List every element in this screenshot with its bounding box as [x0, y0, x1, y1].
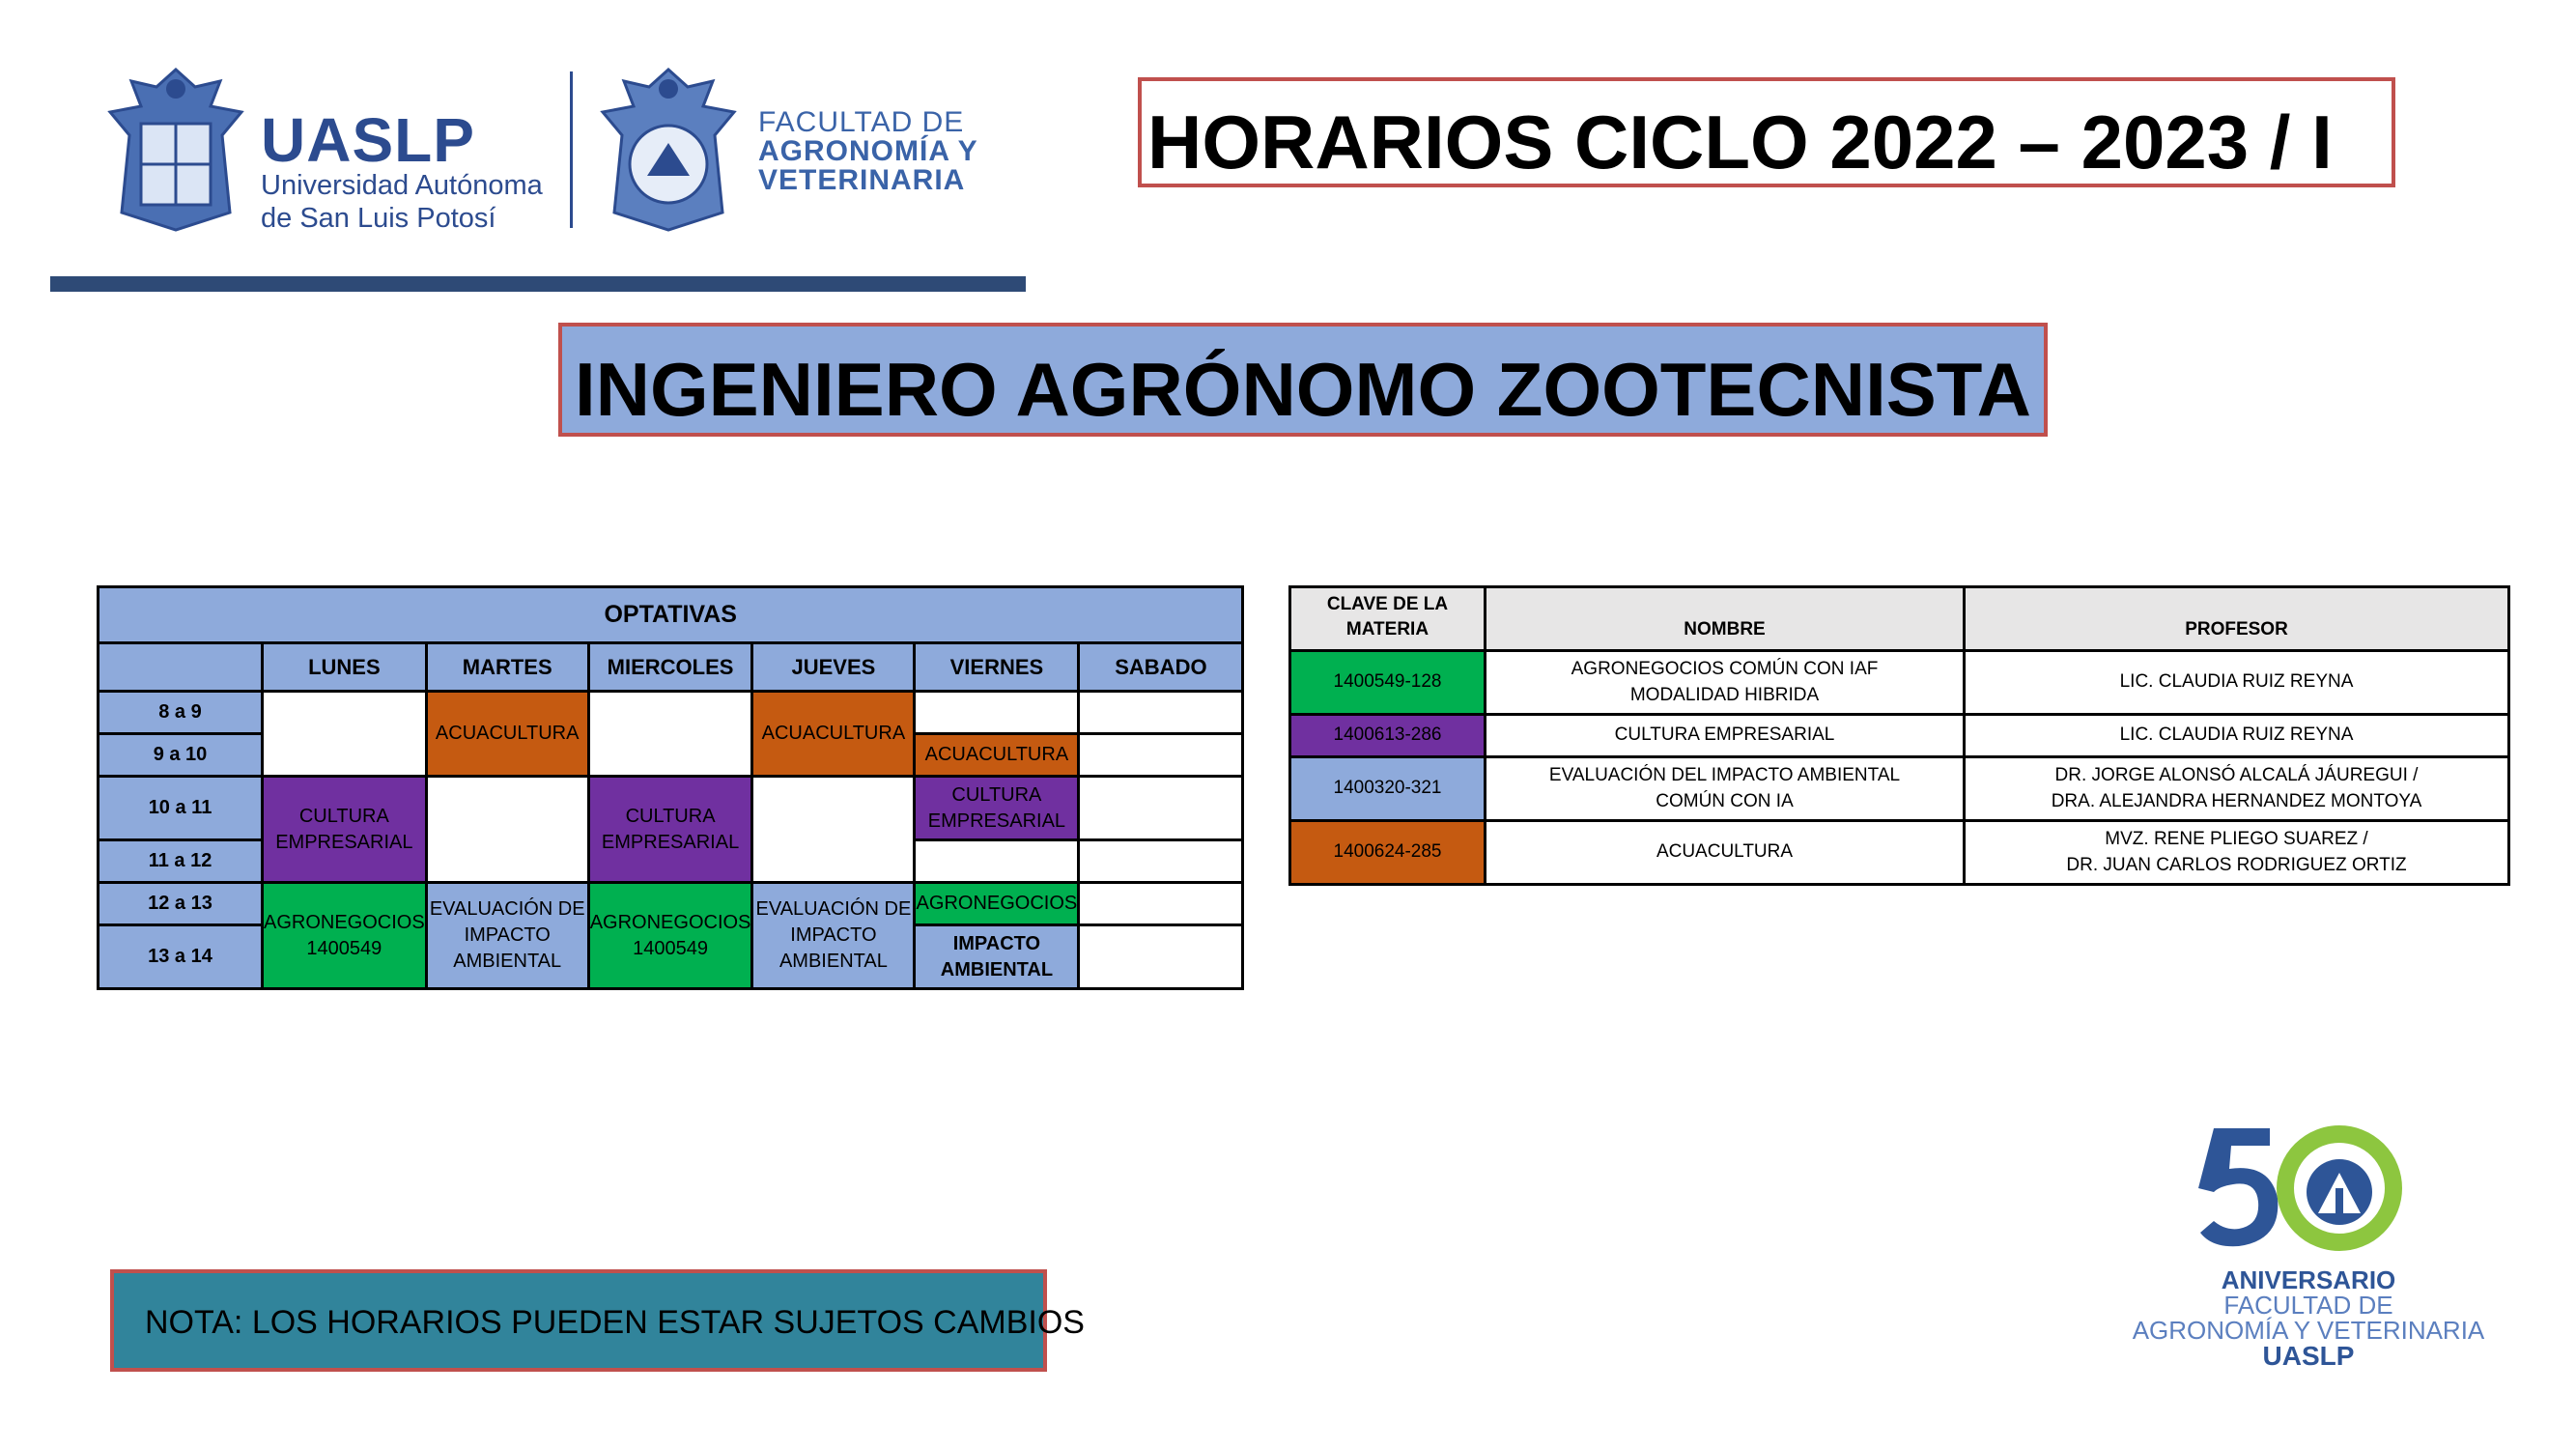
subject-teacher: DR. JORGE ALONSÓ ALCALÁ JÁUREGUI / DRA. ALEJANDRA HERNANDEZ MONTOYA	[1965, 757, 2509, 821]
table-row	[1290, 757, 2509, 821]
day-header: VIERNES	[915, 643, 1079, 692]
schedule-cell: CULTURA EMPRESARIAL	[915, 777, 1079, 840]
uaslp-wordmark: UASLP	[261, 105, 475, 175]
anniversary-title: ANIVERSARIO	[2221, 1265, 2396, 1294]
subject-code: 1400320-321	[1290, 757, 1486, 821]
faculty-crest-icon	[599, 68, 739, 232]
schedule-cell: ACUACULTURA	[915, 734, 1079, 777]
time-slot: 8 a 9	[99, 692, 263, 734]
cycle-title-box	[1138, 77, 2395, 187]
schedule-cell: AGRONEGOCIOS 1400549	[263, 883, 427, 989]
subjects-table	[1288, 585, 2510, 886]
subject-code: 1400549-128	[1290, 651, 1486, 715]
day-header: MIERCOLES	[588, 643, 752, 692]
day-header: MARTES	[426, 643, 588, 692]
subject-teacher: LIC. CLAUDIA RUIZ REYNA	[1965, 715, 2509, 757]
university-name-line1: Universidad Autónoma	[261, 170, 543, 201]
faculty-name-line3: VETERINARIA	[758, 164, 966, 196]
time-slot: 13 a 14	[99, 925, 263, 989]
time-slot: 11 a 12	[99, 840, 263, 883]
subject-teacher: MVZ. RENE PLIEGO SUAREZ / DR. JUAN CARLOS RODRIGUEZ ORTIZ	[1965, 821, 2509, 885]
schedule-cell: IMPACTO AMBIENTAL	[915, 925, 1079, 989]
empty-cell	[588, 692, 752, 777]
anniversary-faculty-line1: FACULTAD DE	[2223, 1291, 2393, 1320]
anniversary-logo	[2125, 1121, 2492, 1381]
faculty-name-line2: AGRONOMÍA Y	[758, 135, 978, 167]
empty-cell	[1079, 925, 1243, 989]
logo-divider	[570, 71, 573, 228]
subject-name: CULTURA EMPRESARIAL	[1486, 715, 1965, 757]
empty-cell	[915, 840, 1079, 883]
subject-name: AGRONEGOCIOS COMÚN CON IAF MODALIDAD HIBRIDA	[1486, 651, 1965, 715]
subject-code: 1400624-285	[1290, 821, 1486, 885]
time-slot: 9 a 10	[99, 734, 263, 777]
subject-name: EVALUACIÓN DEL IMPACTO AMBIENTAL COMÚN CON IA	[1486, 757, 1965, 821]
career-title-box	[558, 323, 2048, 437]
empty-cell	[426, 777, 588, 883]
faculty-name-line1: FACULTAD DE	[758, 106, 965, 138]
schedule-cell: EVALUACIÓN DE IMPACTO AMBIENTAL	[752, 883, 915, 989]
schedule-table	[97, 585, 1244, 990]
career-title: INGENIERO AGRÓNOMO ZOOTECNISTA	[574, 347, 2031, 432]
column-header: PROFESOR	[1965, 587, 2509, 651]
empty-cell	[1079, 777, 1243, 840]
schedule-cell: CULTURA EMPRESARIAL	[263, 777, 427, 883]
schedule-cell: AGRONEGOCIOS 1400549	[588, 883, 752, 989]
anniversary-uaslp: UASLP	[2262, 1341, 2355, 1371]
schedule-cell: ACUACULTURA	[426, 692, 588, 777]
cycle-title: HORARIOS CICLO 2022 – 2023 / I	[1147, 99, 2333, 185]
empty-cell	[1079, 734, 1243, 777]
day-header: LUNES	[263, 643, 427, 692]
column-header: NOMBRE	[1486, 587, 1965, 651]
table-row	[1290, 821, 2509, 885]
schedule-cell: CULTURA EMPRESARIAL	[588, 777, 752, 883]
subject-code: 1400613-286	[1290, 715, 1486, 757]
column-header: CLAVE DE LA MATERIA	[1290, 587, 1486, 651]
uaslp-crest-icon	[106, 68, 246, 232]
fifty-anniversary-icon	[2125, 1121, 2492, 1265]
schedule-cell: AGRONEGOCIOS	[915, 883, 1079, 925]
empty-cell	[1079, 692, 1243, 734]
empty-cell	[1079, 840, 1243, 883]
day-header: SABADO	[1079, 643, 1243, 692]
header-rule	[50, 276, 1026, 292]
time-slot: 12 a 13	[99, 883, 263, 925]
time-slot: 10 a 11	[99, 777, 263, 840]
note-box	[110, 1269, 1085, 1372]
optativas-heading: OPTATIVAS	[99, 587, 1243, 643]
table-row	[1290, 651, 2509, 715]
schedule-cell: EVALUACIÓN DE IMPACTO AMBIENTAL	[426, 883, 588, 989]
day-header: JUEVES	[752, 643, 915, 692]
header-logos	[106, 68, 995, 232]
subject-teacher: LIC. CLAUDIA RUIZ REYNA	[1965, 651, 2509, 715]
university-name-line2: de San Luis Potosí	[261, 203, 496, 234]
empty-cell	[915, 692, 1079, 734]
subject-name: ACUACULTURA	[1486, 821, 1965, 885]
note-text: NOTA: LOS HORARIOS PUEDEN ESTAR SUJETOS CAMBIOS	[145, 1304, 1085, 1341]
empty-cell	[263, 692, 427, 777]
table-row	[1290, 715, 2509, 757]
empty-cell	[1079, 883, 1243, 925]
corner-cell	[99, 643, 263, 692]
schedule-cell: ACUACULTURA	[752, 692, 915, 777]
empty-cell	[752, 777, 915, 883]
anniversary-faculty-line2: AGRONOMÍA Y VETERINARIA	[2132, 1316, 2485, 1345]
